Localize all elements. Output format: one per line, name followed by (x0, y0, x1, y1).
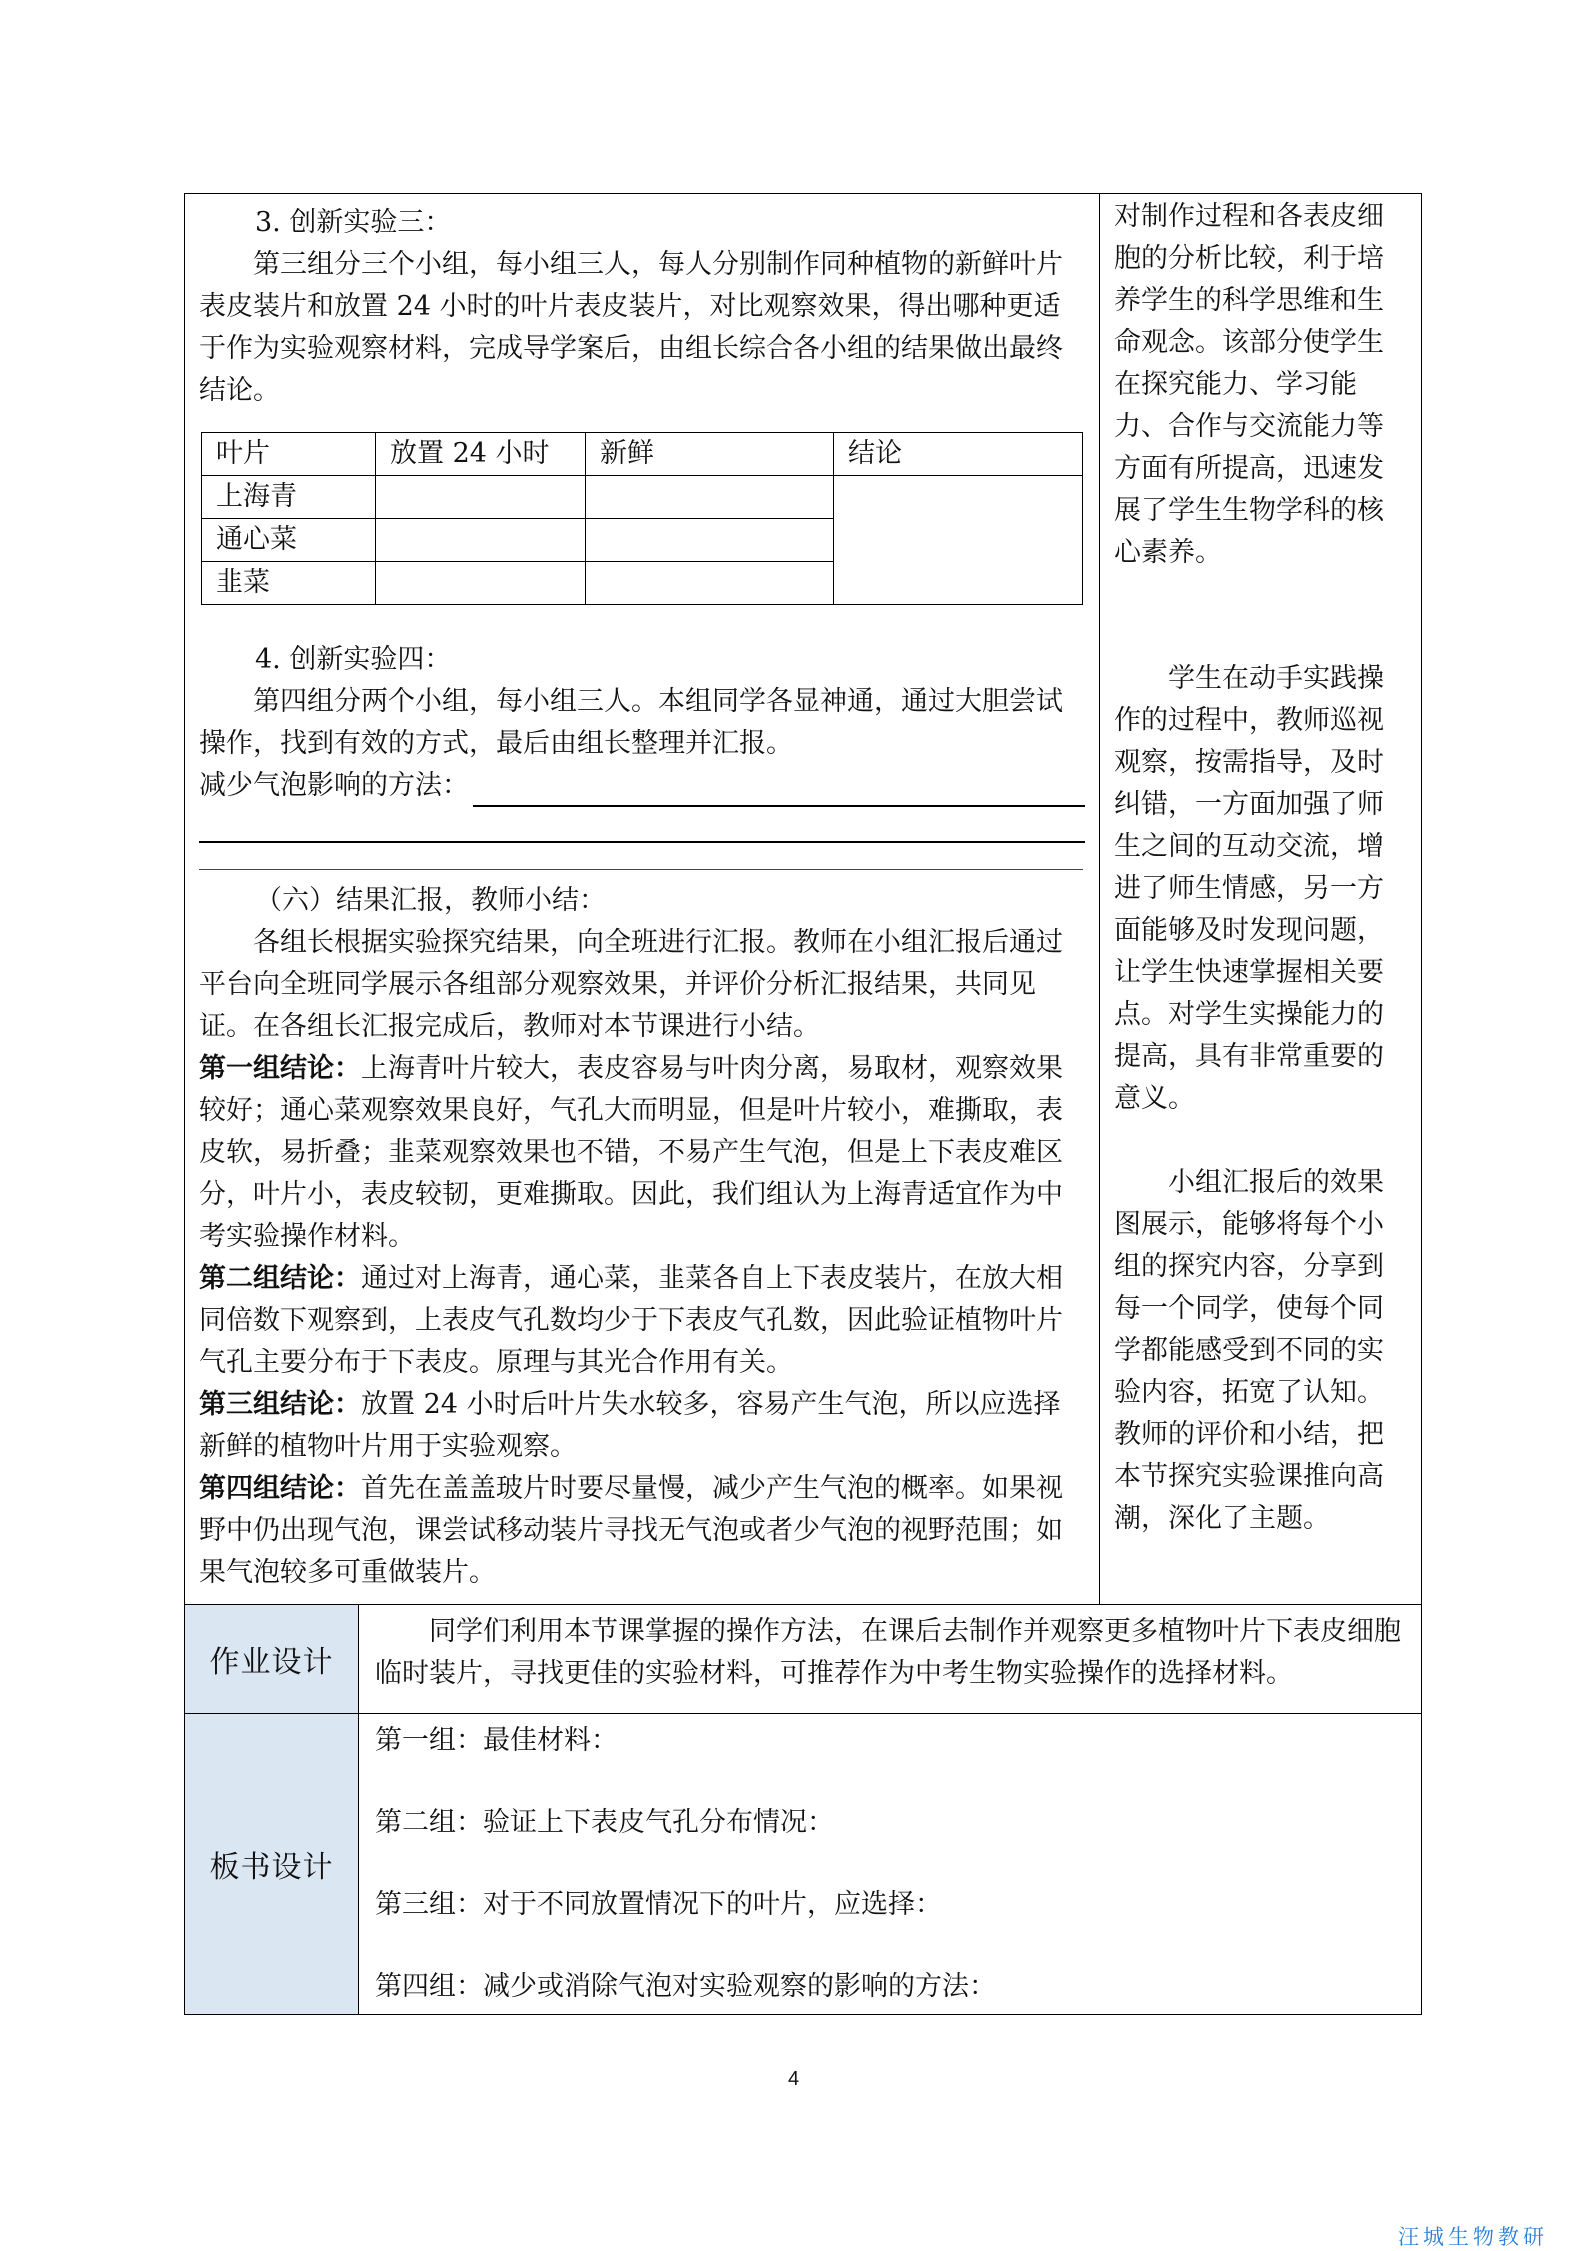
activity-cell (185, 194, 1100, 1605)
conclusion-label: 第三组结论： (199, 1389, 361, 1420)
empty-cell[interactable] (376, 476, 586, 519)
board-label: 板书设计 (185, 1714, 359, 2015)
lesson-plan-table (184, 193, 1422, 2015)
row-label: 上海青 (202, 476, 376, 519)
summary-heading: （六）结果汇报，教师小结： (255, 885, 606, 916)
intent-paragraph-3: 小组汇报后的效果图展示，能够将每个小组的探究内容，分享到每一个同学，使每个同学都能感受到不同的实验内容，拓宽了认知。教师的评价和小结，把本节探究实验课推向高潮，深化了主题。 (1114, 1167, 1384, 1534)
conclusion-3 (199, 1384, 1085, 1468)
exp3-table (201, 432, 1083, 605)
conclusion-text: 放置 24 小时后叶片失水较多，容易产生气泡，所以应选择新鲜的植物叶片用于实验观察。 (199, 1389, 1061, 1462)
board-line: 第四组：减少或消除气泡对实验观察的影响的方法： (375, 1971, 996, 2002)
homework-text: 同学们利用本节课掌握的操作方法，在课后去制作并观察更多植物叶片下表皮细胞临时装片，寻找更佳的实验材料，可推荐作为中考生物实验操作的选择材料。 (375, 1616, 1401, 1689)
conclusion-label: 第四组结论： (199, 1473, 361, 1504)
conclusion-2 (199, 1258, 1085, 1384)
homework-content (359, 1605, 1422, 1714)
watermark: 汪城生物教研 (1398, 2225, 1548, 2249)
empty-cell[interactable] (586, 562, 834, 605)
conclusion-1 (199, 1048, 1085, 1258)
exp4-body: 第四组分两个小组，每小组三人。本组同学各显神通，通过大胆尝试操作，找到有效的方式，最后由组长整理并汇报。 (199, 686, 1063, 759)
page-number: 4 (787, 2068, 800, 2090)
empty-cell[interactable] (376, 562, 586, 605)
intent-paragraph-2: 学生在动手实践操作的过程中，教师巡视观察，按需指导，及时纠错，一方面加强了师生之间的互动交流，增进了师生情感，另一方面能够及时发现问题，让学生快速掌握相关要点。对学生实操能力的提高，具有非常重要的意义。 (1114, 663, 1384, 1114)
conclusion-text: 上海青叶片较大，表皮容易与叶肉分离，易取材，观察效果较好；通心菜观察效果良好，气孔大而明显，但是叶片较小，难撕取，表皮软，易折叠；韭菜观察效果也不错，不易产生气泡，但是上下表皮难区分，叶片小，表皮较韧，更难撕取。因此，我们组认为上海青适宜作为中考实验操作材料。 (199, 1053, 1063, 1252)
exp3-body: 第三组分三个小组，每小组三人，每人分别制作同种植物的新鲜叶片表皮装片和放置 24 小时的叶片表皮装片，对比观察效果，得出哪种更适于作为实验观察材料，完成导学案后，由组长综合各小组的结果做出最终结论。 (199, 249, 1063, 406)
intent-paragraph-1: 对制作过程和各表皮细胞的分析比较，利于培养学生的科学思维和生命观念。该部分使学生在探究能力、学习能力、合作与交流能力等方面有所提高，迅速发展了学生生物学科的核心素养。 (1114, 201, 1384, 568)
design-intent-cell (1100, 194, 1422, 1605)
empty-cell[interactable] (376, 519, 586, 562)
board-line: 第三组：对于不同放置情况下的叶片，应选择： (375, 1889, 942, 1920)
board-line: 第二组：验证上下表皮气孔分布情况： (375, 1807, 834, 1838)
conclusion-text: 首先在盖盖玻片时要尽量慢，减少产生气泡的概率。如果视野中仍出现气泡，课尝试移动装片寻找无气泡或者少气泡的视野范围；如果气泡较多可重做装片。 (199, 1473, 1063, 1588)
row-label: 韭菜 (202, 562, 376, 605)
conclusion-label: 第二组结论： (199, 1263, 361, 1294)
exp4-fill-row (199, 765, 1085, 807)
board-line: 第一组：最佳材料： (375, 1725, 618, 1756)
conclusion-label: 第一组结论： (199, 1053, 361, 1084)
homework-row (185, 1605, 1422, 1714)
summary-body: 各组长根据实验探究结果，向全班进行汇报。教师在小组汇报后通过平台向全班同学展示各组部分观察效果，并评价分析汇报结果，共同见证。在各组长汇报完成后，教师对本节课进行小结。 (199, 927, 1063, 1042)
fill-in-blank-line[interactable] (199, 807, 1085, 843)
exp3-table-header (202, 433, 1083, 476)
exp4-heading: 4. 创新实验四： (255, 644, 452, 675)
conclusion-text: 通过对上海青，通心菜，韭菜各自上下表皮装片，在放大相同倍数下观察到，上表皮气孔数均少于下表皮气孔数，因此验证植物叶片气孔主要分布于下表皮。原理与其光合作用有关。 (199, 1263, 1063, 1378)
col-header: 新鲜 (586, 433, 834, 476)
exp3-heading: 3. 创新实验三： (255, 207, 452, 238)
conclusion-cell[interactable] (834, 476, 1083, 605)
col-header: 叶片 (202, 433, 376, 476)
exp4-fill-label: 减少气泡影响的方法： (199, 770, 469, 801)
homework-label: 作业设计 (185, 1605, 359, 1714)
board-content (359, 1714, 1422, 2015)
divider (199, 843, 1083, 870)
table-row (202, 476, 1083, 519)
col-header: 放置 24 小时 (376, 433, 586, 476)
col-header: 结论 (834, 433, 1083, 476)
board-row (185, 1714, 1422, 2015)
row-label: 通心菜 (202, 519, 376, 562)
empty-cell[interactable] (586, 476, 834, 519)
conclusion-4 (199, 1468, 1085, 1594)
fill-in-blank-line[interactable] (473, 775, 1085, 807)
empty-cell[interactable] (586, 519, 834, 562)
